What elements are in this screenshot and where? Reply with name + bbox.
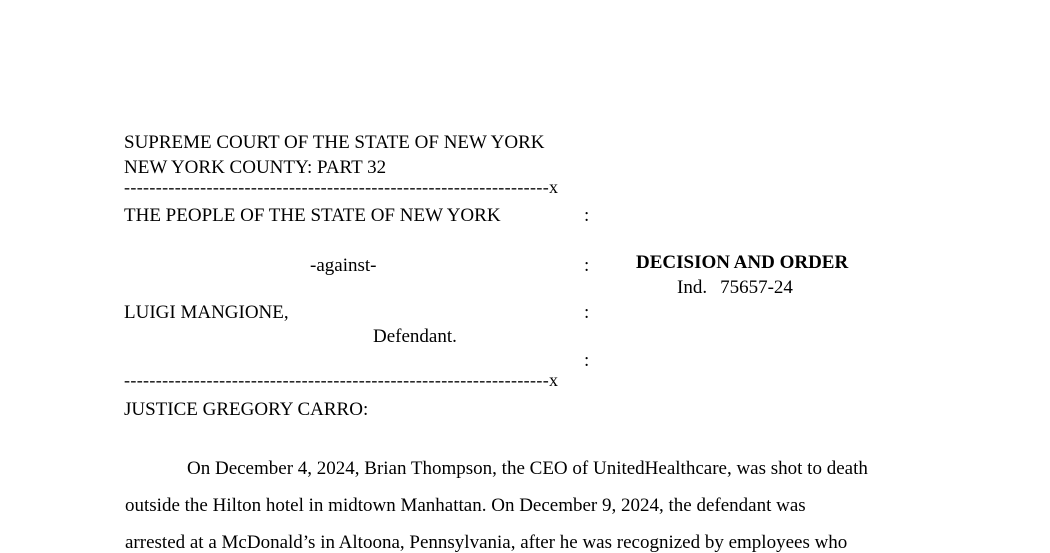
court-part: NEW YORK COUNTY: PART 32 [124,157,387,178]
indictment-value: 75657-24 [720,277,793,298]
plaintiff-name: THE PEOPLE OF THE STATE OF NEW YORK [124,205,501,226]
body-line: arrested at a McDonald’s in Altoona, Pennsylvania, after he was recognized by employees who [125,532,848,553]
indictment-number [677,278,793,297]
caption-colon: : [584,255,590,276]
document-title: DECISION AND ORDER [636,252,849,273]
court-name: SUPREME COURT OF THE STATE OF NEW YORK [124,132,545,153]
body-line: outside the Hilton hotel in midtown Manhattan. On December 9, 2024, the defendant was [125,495,806,516]
judge-name: JUSTICE GREGORY CARRO: [124,399,369,420]
body-line: On December 4, 2024, Brian Thompson, the CEO of UnitedHealthcare, was shot to death [187,458,868,479]
defendant-name: LUIGI MANGIONE, [124,302,289,323]
caption-rule-top: -------------------------------------------------------------------x [124,177,559,197]
caption-colon: : [584,350,590,371]
caption-colon: : [584,302,590,323]
caption-rule-bottom: -------------------------------------------------------------------x [124,370,559,390]
against-label: -against- [310,255,377,276]
indictment-prefix: Ind. [677,277,708,298]
defendant-label: Defendant. [373,326,457,347]
caption-colon: : [584,205,590,226]
